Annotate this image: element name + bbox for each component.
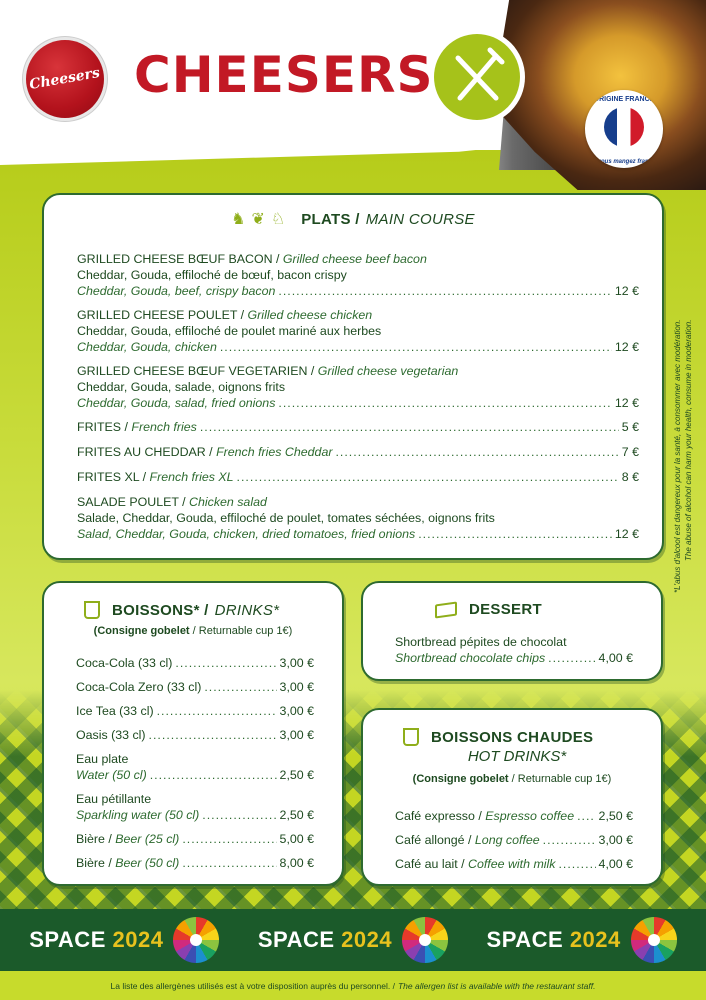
item-name-en: French fries Cheddar [216, 445, 333, 459]
drinks-title-fr: BOISSONS* / [112, 601, 209, 619]
drink-price: 5,00 € [279, 832, 314, 846]
item-desc-en: Cheddar, Gouda, beef, crispy bacon [77, 284, 276, 298]
drink-price: 3,00 € [279, 680, 314, 694]
hot-drink-name-en: Long coffee [474, 833, 540, 847]
hot-drinks-title-en: HOT DRINKS* [467, 748, 567, 765]
item-price: 12 € [614, 284, 639, 298]
hot-drink-name: Café allongé / [395, 833, 475, 847]
dessert-item [395, 634, 633, 666]
space-2024-banner [0, 909, 706, 971]
item-name-fr: GRILLED CHEESE BŒUF BACON / [77, 252, 283, 266]
item-name-en: Grilled cheese chicken [247, 308, 373, 322]
cake-icon [435, 601, 457, 618]
drink-name: Eau plate [76, 752, 129, 766]
starburst-icon [402, 917, 448, 963]
menu-item [77, 307, 639, 355]
drink-name-en: Beer (25 cl) [115, 832, 180, 846]
item-price: 12 € [614, 527, 639, 541]
item-name-en: French fries [131, 420, 197, 434]
cutlery-icon [434, 34, 520, 120]
hot-drink-item [395, 832, 633, 848]
drink-price: 2,50 € [279, 768, 314, 782]
cup-icon [84, 601, 100, 619]
drinks-deposit [44, 625, 342, 637]
drinks-title-en: DRINKS* [214, 601, 280, 619]
dessert-name-en: Shortbread chocolate chips [395, 651, 546, 665]
space-logo [487, 917, 677, 963]
main-course-title-fr: PLATS / [301, 211, 360, 228]
drink-name: Oasis (33 cl) [76, 728, 146, 742]
item-name-fr: FRITES AU CHEDDAR / [77, 445, 217, 459]
space-year: 2024 [569, 927, 621, 952]
item-name-en: Grilled cheese beef bacon [282, 252, 427, 266]
space-logo [29, 917, 219, 963]
animal-icons [231, 212, 285, 228]
drink-name-en: Water (50 cl) [76, 768, 147, 782]
item-price: 8 € [621, 470, 639, 484]
dessert-heading [363, 601, 661, 618]
drinks-card [42, 581, 344, 886]
hot-drinks-card [361, 708, 663, 886]
item-name-fr: GRILLED CHEESE POULET / [77, 308, 248, 322]
starburst-icon [631, 917, 677, 963]
drink-price: 8,00 € [279, 856, 314, 870]
drink-item [76, 703, 314, 719]
deposit-fr: (Consigne gobelet [412, 773, 512, 785]
hot-drink-price: 3,00 € [598, 833, 633, 847]
alcohol-warning-fr: *L'abus d'alcool est dangereux pour la santé, à consommer avec modération. [673, 320, 682, 594]
main-course-card [42, 193, 664, 560]
drink-name: Ice Tea (33 cl) [76, 704, 154, 718]
hot-drink-name-en: Coffee with milk [468, 857, 556, 871]
drinks-list [76, 655, 314, 871]
item-price: 5 € [621, 420, 639, 434]
deposit-en: / Returnable cup 1€) [192, 625, 293, 637]
deposit-en: / Returnable cup 1€) [511, 773, 612, 785]
menu-item [77, 469, 639, 485]
hot-drink-name: Café expresso / [395, 809, 486, 823]
item-price: 12 € [614, 396, 639, 410]
space-label: SPACE [29, 927, 106, 952]
drink-name: Coca-Cola Zero (33 cl) [76, 680, 202, 694]
drink-name-en: Sparkling water (50 cl) [76, 808, 200, 822]
drink-item [76, 831, 314, 847]
dessert-card [361, 581, 663, 681]
space-label: SPACE [257, 927, 335, 952]
drink-item [76, 751, 314, 783]
space-year: 2024 [341, 927, 393, 952]
item-desc-fr: Salade, Cheddar, Gouda, effiloché de poulet, tomates séchées, oignons frits [77, 511, 495, 525]
item-desc-fr: Cheddar, Gouda, effiloché de poulet mariné aux herbes [77, 324, 382, 338]
item-desc-en: Salad, Cheddar, Gouda, chicken, dried tomatoes, fried onions [77, 527, 416, 541]
origin-subtitle: Ici, vous mangez français [587, 159, 661, 165]
item-price: 7 € [621, 445, 639, 459]
drink-item [76, 855, 314, 871]
dessert-price: 4,00 € [598, 651, 633, 665]
item-name-fr: GRILLED CHEESE BŒUF VEGETARIEN / [77, 364, 318, 378]
cheesers-seal-logo [26, 40, 104, 118]
hot-drinks-title-fr: BOISSONS CHAUDES [431, 728, 594, 746]
seal-text: Cheesers [28, 64, 102, 94]
drinks-heading [44, 601, 342, 619]
starburst-icon [173, 917, 219, 963]
pig-icon: ♘ [270, 210, 286, 228]
space-year: 2024 [112, 927, 164, 952]
cup-icon [403, 728, 419, 746]
drink-price: 3,00 € [279, 704, 314, 718]
allergen-note-en: The allergen list is available with the restaurant staff. [397, 980, 596, 991]
item-name-en: Chicken salad [189, 495, 267, 509]
allergen-note-fr: La liste des allergènes utilisés est à votre disposition auprès du personnel. / [110, 980, 395, 991]
drink-price: 2,50 € [279, 808, 314, 822]
hot-drink-item [395, 856, 633, 872]
item-desc-fr: Cheddar, Gouda, effiloché de bœuf, bacon crispy [77, 268, 347, 282]
menu-item [77, 363, 639, 411]
allergen-note [0, 971, 706, 1000]
drink-name-en: Beer (50 cl) [115, 856, 180, 870]
item-name-en: French fries XL [149, 470, 234, 484]
drink-name: Bière / [76, 832, 116, 846]
french-flag-icon [604, 107, 644, 147]
main-course-title-en: MAIN COURSE [365, 211, 475, 228]
menu-item [77, 494, 639, 542]
dessert-name-fr: Shortbread pépites de chocolat [395, 635, 567, 649]
drink-name: Bière / [76, 856, 116, 870]
item-price: 12 € [614, 340, 639, 354]
menu-item [77, 419, 639, 435]
space-label: SPACE [486, 927, 564, 952]
item-desc-fr: Cheddar, Gouda, salade, oignons frits [77, 380, 286, 394]
dessert-title: DESSERT [469, 601, 542, 618]
drink-item [76, 655, 314, 671]
drink-price: 3,00 € [279, 656, 314, 670]
drink-item [76, 679, 314, 695]
hot-drink-price: 2,50 € [598, 809, 633, 823]
hot-drinks-list [395, 808, 633, 872]
item-name-fr: SALADE POULET / [77, 495, 190, 509]
item-name-en: Grilled cheese vegetarian [317, 364, 459, 378]
origine-france-badge [585, 90, 663, 168]
main-course-list [77, 251, 639, 542]
drink-name: Eau pétillante [76, 792, 152, 806]
item-name-fr: FRITES XL / [77, 470, 150, 484]
hot-drink-name: Café au lait / [395, 857, 469, 871]
hot-drinks-deposit [363, 773, 661, 785]
item-desc-en: Cheddar, Gouda, chicken [77, 340, 217, 354]
alcohol-warning [672, 320, 702, 640]
drink-price: 3,00 € [279, 728, 314, 742]
menu-item [77, 444, 639, 460]
chicken-icon: ❦ [251, 210, 265, 228]
hot-drinks-heading [363, 728, 661, 746]
drink-name: Coca-Cola (33 cl) [76, 656, 173, 670]
item-name-fr: FRITES / [77, 420, 132, 434]
brand-title: CHEESERS [134, 46, 434, 104]
drink-item [76, 727, 314, 743]
hot-drink-name-en: Espresso coffee [485, 809, 575, 823]
deposit-fr: (Consigne gobelet [93, 625, 193, 637]
space-logo [258, 917, 448, 963]
hot-drink-price: 4,00 € [598, 857, 633, 871]
menu-item [77, 251, 639, 299]
main-course-heading [44, 211, 662, 228]
origin-title: ORIGINE FRANCE [593, 96, 655, 103]
alcohol-warning-en: The abuse of alcohol can harm your health, consume in moderation. [684, 320, 693, 562]
item-desc-en: Cheddar, Gouda, salad, fried onions [77, 396, 276, 410]
drink-item [76, 791, 314, 823]
hot-drink-item [395, 808, 633, 824]
cow-icon: ♞ [231, 210, 246, 228]
